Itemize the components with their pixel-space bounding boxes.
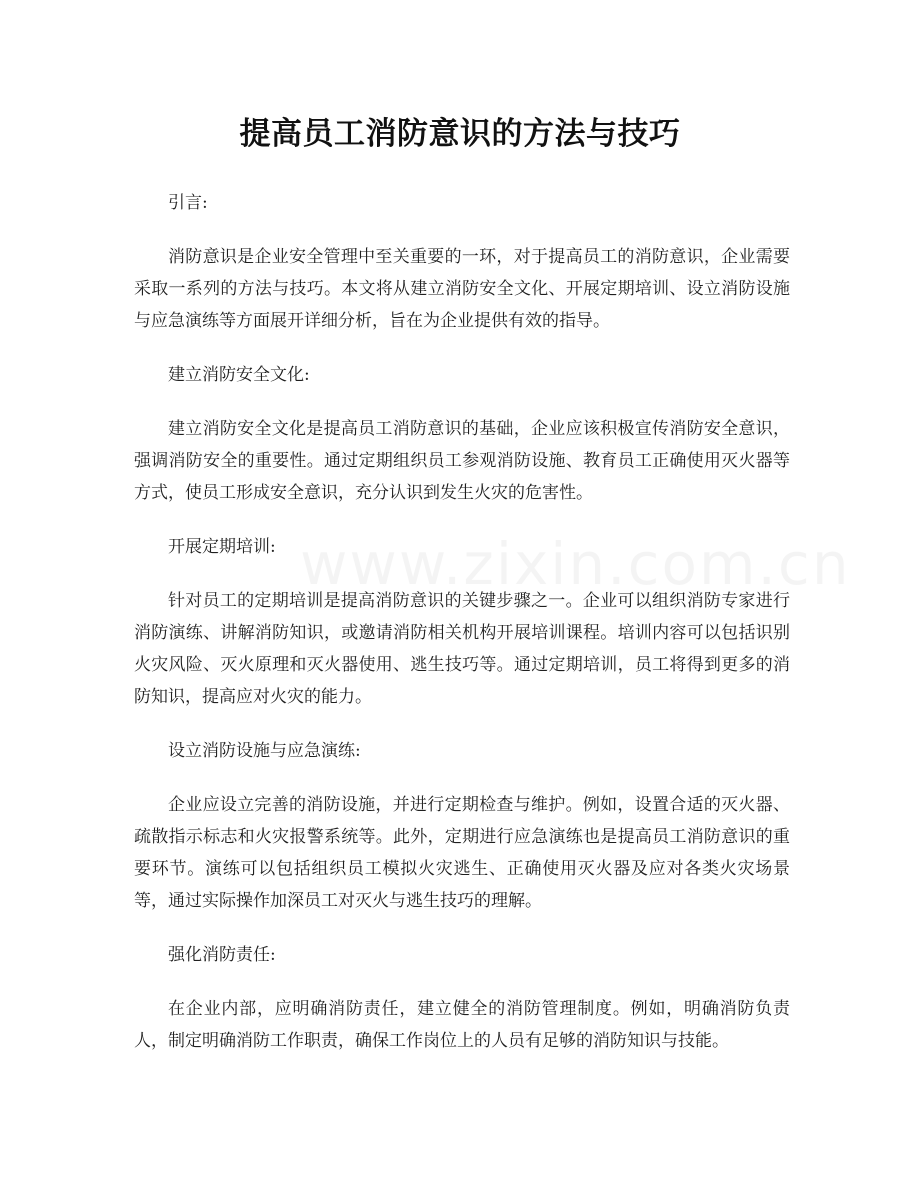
document-title: 提高员工消防意识的方法与技巧 (239, 116, 681, 152)
section-heading-culture: 建立消防安全文化: (168, 365, 310, 385)
paragraph-intro: 消防意识是企业安全管理中至关重要的一环，对于提高员工的消防意识，企业需要采取一系列的方法与技巧。本文将从建立消防安全文化、开展定期培训、设立消防设施与应急演练等方面展开详细分析，旨在为企业提供有效的指导。 (134, 247, 790, 331)
section-heading-training: 开展定期培训: (168, 537, 276, 557)
paragraph-responsibility: 在企业内部，应明确消防责任，建立健全的消防管理制度。例如，明确消防负责人，制定明确消防工作职责，确保工作岗位上的人员有足够的消防知识与技能。 (134, 999, 790, 1051)
section-heading-responsibility: 强化消防责任: (168, 945, 276, 965)
section-heading-intro: 引言: (168, 193, 208, 213)
paragraph-culture: 建立消防安全文化是提高员工消防意识的基础，企业应该积极宣传消防安全意识，强调消防安全的重要性。通过定期组织员工参观消防设施、教育员工正确使用灭火器等方式，使员工形成安全意识，充分认识到发生火灾的危害性。 (134, 419, 790, 503)
section-heading-facilities: 设立消防设施与应急演练: (168, 741, 361, 761)
paragraph-training: 针对员工的定期培训是提高消防意识的关键步骤之一。企业可以组织消防专家进行消防演练、讲解消防知识，或邀请消防相关机构开展培训课程。培训内容可以包括识别火灾风险、灭火原理和灭火器使用、逃生技巧等。通过定期培训，员工将得到更多的消防知识，提高应对火灾的能力。 (134, 591, 790, 707)
paragraph-facilities: 企业应设立完善的消防设施，并进行定期检查与维护。例如，设置合适的灭火器、疏散指示标志和火灾报警系统等。此外，定期进行应急演练也是提高员工消防意识的重要环节。演练可以包括组织员工模拟火灾逃生、正确使用灭火器及应对各类火灾场景等，通过实际操作加深员工对灭火与逃生技巧的理解。 (134, 795, 790, 911)
document-body (134, 187, 790, 1057)
